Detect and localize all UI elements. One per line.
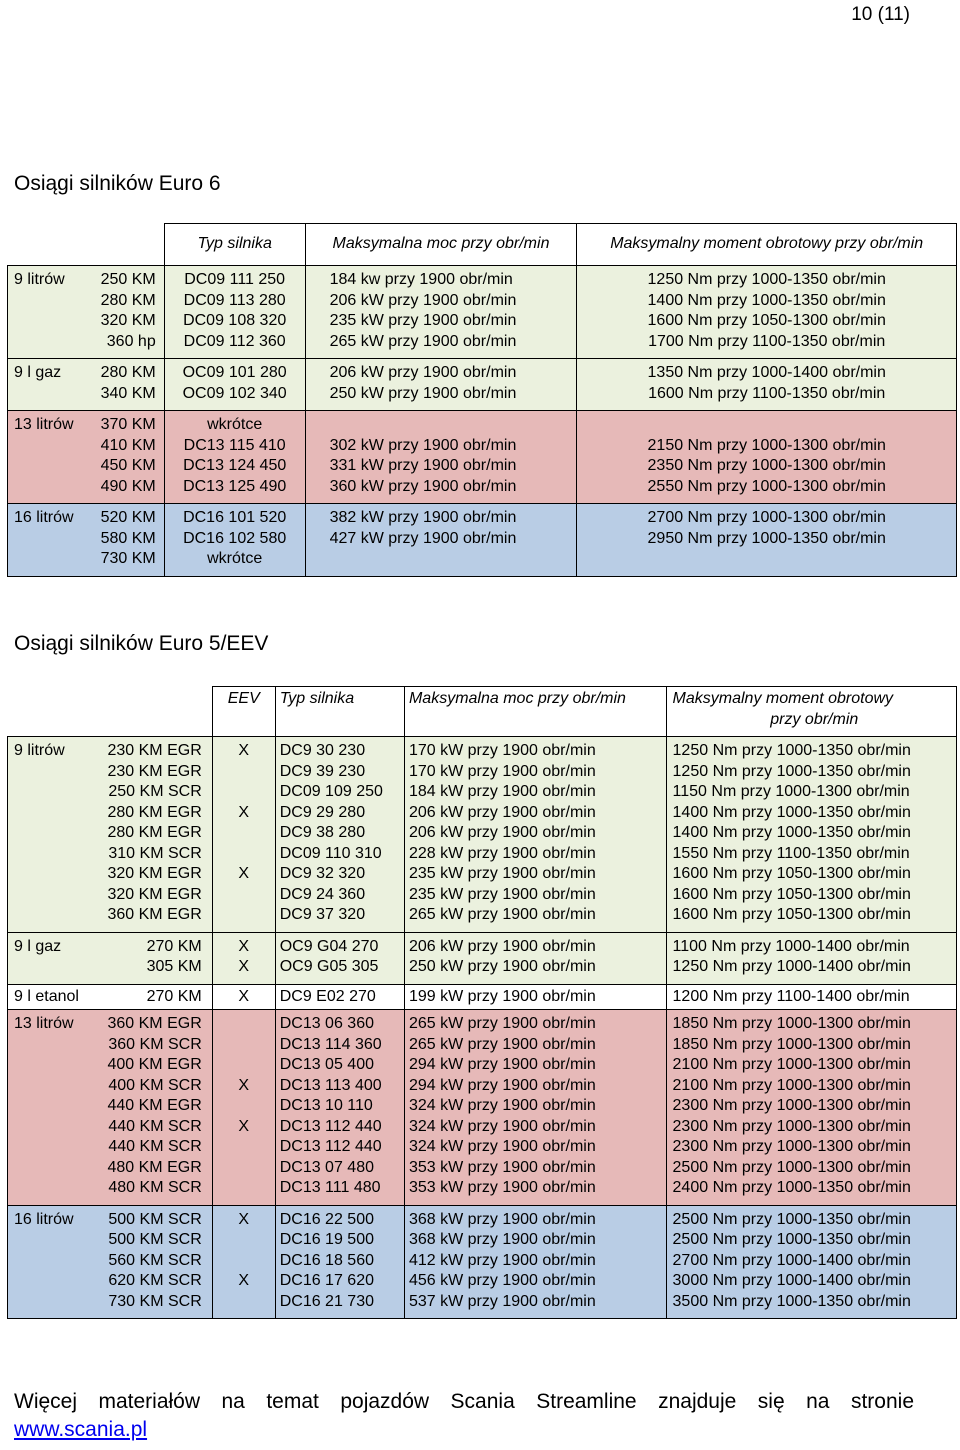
- max-power-cell-line: 184 kw przy 1900 obr/min: [329, 271, 513, 288]
- max-torque-cell-line: 2300 Nm przy 1000-1300 obr/min: [672, 1117, 911, 1135]
- max-torque-cell-line: 2300 Nm przy 1000-1300 obr/min: [672, 1138, 911, 1155]
- engine-group-label: 16 litrów: [14, 1210, 74, 1228]
- eev-cell-line: [213, 823, 275, 844]
- max-torque-cell-line: 2500 Nm przy 1000-1350 obr/min: [672, 1231, 911, 1248]
- max-power-cell-line: 360 kW przy 1900 obr/min: [329, 477, 517, 495]
- engine-type-cell-line: DC9 32 320: [279, 865, 366, 882]
- eev-cell-line: [213, 1178, 275, 1199]
- eev-cell-line: X: [238, 958, 250, 975]
- max-power-cell-line: 412 kW przy 1900 obr/min: [408, 1251, 596, 1269]
- eev-cell-line: [213, 1137, 275, 1158]
- max-torque-cell-line: 1600 Nm przy 1050-1300 obr/min: [672, 865, 911, 882]
- max-power-cell-line: 537 kW przy 1900 obr/min: [408, 1292, 596, 1310]
- max-torque-cell-line: 2550 Nm przy 1000-1300 obr/min: [647, 477, 886, 495]
- max-torque-cell-line: 2300 Nm przy 1000-1300 obr/min: [672, 1097, 911, 1114]
- horsepower-value: 230 KM EGR: [107, 762, 202, 780]
- max-torque-cell-line: 2400 Nm przy 1000-1350 obr/min: [672, 1179, 911, 1196]
- engine-type-cell: [164, 504, 305, 577]
- engine-group-label: 16 litrów: [14, 509, 74, 526]
- engine-group-cell: [8, 1010, 213, 1206]
- max-power-cell-line: 368 kW przy 1900 obr/min: [408, 1231, 596, 1248]
- engine-group-label: 9 litrów: [14, 271, 65, 288]
- eev-cell-line: [213, 1096, 275, 1117]
- max-torque-cell-line: 2500 Nm przy 1000-1300 obr/min: [672, 1158, 911, 1176]
- max-torque-cell-line: 1150 Nm przy 1000-1300 obr/min: [672, 783, 910, 800]
- max-power-cell-line: 324 kW przy 1900 obr/min: [408, 1097, 596, 1114]
- footer-text: Więcej materiałów na temat pojazdów Scania Streamline znajduje się na stronie: [14, 1390, 914, 1413]
- eev-cell-line: [213, 1158, 275, 1179]
- engine-type-cell-line: OC09 101 280: [182, 364, 287, 381]
- eev-cell-line: [213, 762, 275, 783]
- max-power-cell: [404, 1010, 666, 1206]
- horsepower-value: 230 KM EGR: [107, 742, 202, 759]
- engine-type-cell-line: DC13 112 440: [279, 1117, 382, 1135]
- max-torque-cell-line: 1550 Nm przy 1100-1350 obr/min: [672, 844, 910, 862]
- eev-cell-line: X: [238, 987, 250, 1005]
- horsepower-value: 360 KM EGR: [107, 1015, 202, 1032]
- engine-type-cell-line: DC13 115 410: [183, 436, 286, 454]
- max-power-cell-line: 206 kW przy 1900 obr/min: [408, 824, 596, 841]
- horsepower-value: 360 KM SCR: [108, 1035, 202, 1053]
- max-torque-cell-line: 1600 Nm przy 1050-1300 obr/min: [672, 885, 911, 903]
- engine-type-cell-line: DC09 112 360: [183, 332, 286, 350]
- horsepower-value: 450 KM: [100, 457, 156, 474]
- max-power-cell: [404, 1205, 666, 1319]
- empty-header-cell: [8, 687, 213, 737]
- max-torque-cell-line: 1700 Nm przy 1100-1350 obr/min: [648, 332, 886, 350]
- max-power-cell-line: 170 kW przy 1900 obr/min: [408, 762, 596, 780]
- eev-cell: [212, 737, 275, 933]
- horsepower-value: 250 KM SCR: [108, 783, 202, 800]
- max-torque-cell: [666, 737, 956, 933]
- max-torque-cell-line: 1100 Nm przy 1000-1400 obr/min: [672, 937, 910, 955]
- max-power-cell-line: 324 kW przy 1900 obr/min: [408, 1117, 596, 1135]
- max-torque-cell-line: 2700 Nm przy 1000-1300 obr/min: [647, 509, 886, 526]
- engine-type-cell-line: DC9 38 280: [279, 824, 366, 841]
- max-power-cell-line: 235 kW przy 1900 obr/min: [329, 312, 517, 329]
- engine-type-cell-line: DC13 114 360: [279, 1035, 382, 1053]
- max-power-cell-line: [330, 415, 577, 436]
- max-power-cell: [404, 984, 666, 1010]
- engine-type-cell-line: DC9 39 230: [279, 762, 366, 780]
- horsepower-value: 280 KM: [100, 364, 156, 381]
- footer-link[interactable]: www.scania.pl: [14, 1418, 148, 1441]
- engine-type-cell-line: DC13 07 480: [279, 1158, 374, 1176]
- table-row: [8, 266, 957, 359]
- engine-type-cell-line: DC13 125 490: [183, 477, 287, 495]
- horsepower-value: 440 KM SCR: [108, 1138, 202, 1155]
- engine-type-cell-line: DC16 101 520: [183, 509, 287, 526]
- header-engine-type: Typ silnika: [164, 224, 305, 266]
- horsepower-value: 400 KM SCR: [108, 1076, 202, 1094]
- horsepower-value: 480 KM SCR: [108, 1179, 202, 1196]
- horsepower-value: 520 KM: [100, 509, 156, 526]
- engine-group-cell: [8, 984, 213, 1010]
- max-power-cell-line: 206 kW przy 1900 obr/min: [408, 937, 596, 955]
- engine-group-cell: [8, 737, 213, 933]
- max-power-cell-line: 235 kW przy 1900 obr/min: [408, 885, 596, 903]
- max-torque-cell: [666, 984, 956, 1010]
- horsepower-value: 400 KM EGR: [107, 1056, 202, 1073]
- eev-cell-line: [213, 1014, 275, 1035]
- max-torque-cell: [666, 932, 956, 984]
- max-power-cell-line: 170 kW przy 1900 obr/min: [408, 742, 596, 759]
- max-power-cell-line: 265 kW przy 1900 obr/min: [329, 332, 517, 350]
- max-torque-cell-line: 2950 Nm przy 1000-1350 obr/min: [647, 529, 886, 547]
- engine-type-cell: [275, 932, 404, 984]
- horsepower-value: 360 hp: [106, 332, 156, 350]
- eev-cell-line: [213, 1251, 275, 1272]
- horsepower-value: 305 KM: [146, 958, 202, 975]
- max-torque-cell-line: 1850 Nm przy 1000-1300 obr/min: [672, 1015, 911, 1032]
- engine-type-cell-line: wkrótce: [207, 550, 263, 567]
- page-number: 10 (11): [851, 4, 910, 25]
- eev-cell-line: X: [238, 1272, 250, 1289]
- horsepower-value: 620 KM SCR: [108, 1272, 202, 1289]
- engine-type-cell-line: DC13 124 450: [183, 457, 287, 474]
- max-torque-cell-line: 1250 Nm przy 1000-1400 obr/min: [672, 958, 911, 975]
- max-torque-cell: [577, 504, 957, 577]
- engine-type-cell-line: DC13 06 360: [279, 1015, 374, 1032]
- table-row: [8, 359, 957, 411]
- max-torque-cell-line: 3500 Nm przy 1000-1350 obr/min: [672, 1292, 911, 1310]
- horsepower-value: 560 KM SCR: [108, 1251, 202, 1269]
- engine-type-cell-line: DC16 19 500: [279, 1231, 374, 1248]
- engine-type-cell-line: DC09 109 250: [279, 783, 383, 800]
- horsepower-value: 410 KM: [100, 436, 156, 454]
- horsepower-value: 320 KM EGR: [107, 885, 202, 903]
- eev-cell-line: X: [238, 1117, 250, 1135]
- engine-type-cell-line: DC09 113 280: [183, 291, 286, 309]
- max-power-cell-line: 206 kW przy 1900 obr/min: [329, 291, 517, 309]
- header-max-torque: [666, 687, 956, 737]
- engine-group-label: 13 litrów: [14, 416, 74, 433]
- header-max-torque: Maksymalny moment obrotowy przy obr/min: [577, 224, 957, 266]
- max-torque-cell-line: 2100 Nm przy 1000-1300 obr/min: [672, 1076, 911, 1094]
- section-title-euro6: Osiągi silników Euro 6: [14, 172, 221, 195]
- engine-group-label: 9 litrów: [14, 742, 65, 759]
- engine-type-cell-line: DC9 E02 270: [279, 987, 376, 1005]
- engine-type-cell-line: DC09 108 320: [183, 312, 287, 329]
- horsepower-value: 480 KM EGR: [107, 1158, 202, 1176]
- engine-type-cell: [164, 266, 305, 359]
- engine-group-label: 13 litrów: [14, 1015, 74, 1032]
- horsepower-value: 320 KM: [100, 312, 156, 329]
- eev-cell: [212, 1010, 275, 1206]
- engine-type-cell-line: DC9 29 280: [279, 803, 366, 821]
- engine-type-cell-line: DC13 113 400: [279, 1076, 382, 1094]
- engine-type-cell-line: DC16 17 620: [279, 1272, 374, 1289]
- engine-type-cell-line: DC13 05 400: [279, 1056, 374, 1073]
- engine-group-label: 9 l etanol: [14, 987, 79, 1005]
- engine-type-cell-line: OC9 G05 305: [279, 958, 379, 975]
- max-torque-cell-line: 1850 Nm przy 1000-1300 obr/min: [672, 1035, 911, 1053]
- engine-type-cell-line: DC09 111 250: [184, 271, 286, 288]
- eev-cell-line: X: [238, 1076, 250, 1094]
- horsepower-value: 360 KM EGR: [107, 906, 202, 923]
- max-power-cell-line: 382 kW przy 1900 obr/min: [329, 509, 517, 526]
- engine-type-cell-line: DC9 24 360: [279, 885, 366, 903]
- eev-cell-line: [213, 1055, 275, 1076]
- horsepower-value: 440 KM EGR: [107, 1097, 202, 1114]
- max-power-cell-line: 184 kW przy 1900 obr/min: [408, 783, 596, 800]
- eev-cell: [212, 984, 275, 1010]
- max-power-cell-line: 324 kW przy 1900 obr/min: [408, 1138, 596, 1155]
- max-power-cell-line: 294 kW przy 1900 obr/min: [408, 1076, 596, 1094]
- max-power-cell-line: 206 kW przy 1900 obr/min: [408, 803, 596, 821]
- engine-type-cell-line: DC13 111 480: [279, 1179, 381, 1196]
- max-torque-cell-line: 1600 Nm przy 1050-1300 obr/min: [647, 312, 886, 329]
- max-power-cell-line: 265 kW przy 1900 obr/min: [408, 906, 596, 923]
- engine-type-cell: [275, 1205, 404, 1319]
- horsepower-value: 250 KM: [100, 271, 156, 288]
- engine-type-cell-line: DC16 21 730: [279, 1292, 374, 1310]
- max-power-cell-line: 235 kW przy 1900 obr/min: [408, 865, 596, 882]
- engine-type-cell-line: DC16 102 580: [183, 529, 287, 547]
- max-power-cell-line: 206 kW przy 1900 obr/min: [329, 364, 517, 381]
- engine-type-cell-line: OC09 102 340: [182, 384, 287, 402]
- engine-group-cell: [8, 359, 165, 411]
- eev-cell: [212, 932, 275, 984]
- header-max-torque-line2: przy obr/min: [770, 710, 859, 728]
- max-power-cell: [404, 737, 666, 933]
- max-torque-cell: [666, 1205, 956, 1319]
- max-torque-cell-line: [577, 549, 956, 570]
- eev-cell-line: [213, 844, 275, 865]
- max-torque-cell-line: 2700 Nm przy 1000-1400 obr/min: [672, 1251, 911, 1269]
- engine-type-cell-line: DC9 30 230: [279, 742, 366, 759]
- eev-cell-line: X: [238, 803, 250, 821]
- horsepower-value: 730 KM SCR: [108, 1292, 202, 1310]
- max-power-cell-line: 353 kW przy 1900 obr/min: [408, 1179, 596, 1196]
- max-power-cell-line: 228 kW przy 1900 obr/min: [408, 844, 596, 862]
- engine-group-cell: [8, 504, 165, 577]
- eev-cell-line: X: [238, 865, 250, 882]
- table-row: [8, 1010, 957, 1206]
- max-power-cell-line: 427 kW przy 1900 obr/min: [329, 529, 517, 547]
- horsepower-value: 270 KM: [146, 987, 202, 1005]
- eev-cell-line: X: [238, 937, 250, 955]
- engine-group-cell: [8, 411, 165, 504]
- max-power-cell-line: 302 kW przy 1900 obr/min: [329, 436, 517, 454]
- eev-cell: [212, 1205, 275, 1319]
- max-power-cell-line: 331 kW przy 1900 obr/min: [329, 457, 517, 474]
- engine-type-cell-line: DC9 37 320: [279, 906, 366, 923]
- horsepower-value: 320 KM EGR: [107, 865, 202, 882]
- engine-group-cell: [8, 932, 213, 984]
- horsepower-value: 280 KM EGR: [107, 824, 202, 841]
- footer: [14, 1388, 914, 1444]
- horsepower-value: 280 KM EGR: [107, 803, 202, 821]
- horsepower-value: 730 KM: [100, 550, 156, 567]
- max-torque-cell-line: 2350 Nm przy 1000-1300 obr/min: [647, 457, 886, 474]
- eev-cell-line: X: [238, 742, 250, 759]
- table-row: [8, 984, 957, 1010]
- engine-type-cell-line: DC09 110 310: [279, 844, 382, 862]
- euro5-eev-table: [7, 686, 957, 1319]
- engine-type-cell-line: OC9 G04 270: [279, 937, 379, 955]
- max-torque-cell-line: 1600 Nm przy 1100-1350 obr/min: [648, 384, 886, 402]
- engine-type-cell: [164, 359, 305, 411]
- engine-type-cell-line: DC13 10 110: [279, 1097, 373, 1114]
- max-torque-cell-line: [577, 415, 956, 436]
- max-power-cell-line: 250 kW przy 1900 obr/min: [408, 958, 596, 975]
- engine-type-cell-line: DC16 22 500: [279, 1210, 374, 1228]
- max-torque-cell-line: 1250 Nm przy 1000-1350 obr/min: [672, 742, 911, 759]
- engine-group-cell: [8, 1205, 213, 1319]
- max-torque-cell-line: 1250 Nm przy 1000-1350 obr/min: [647, 271, 886, 288]
- eev-cell-line: [213, 1230, 275, 1251]
- table-row: [8, 737, 957, 933]
- horsepower-value: 500 KM SCR: [108, 1210, 202, 1228]
- max-torque-cell-line: 3000 Nm przy 1000-1400 obr/min: [672, 1272, 911, 1289]
- horsepower-value: 340 KM: [100, 384, 156, 402]
- max-torque-cell-line: 2100 Nm przy 1000-1300 obr/min: [672, 1056, 911, 1073]
- max-torque-cell-line: 1400 Nm przy 1000-1350 obr/min: [672, 824, 911, 841]
- max-torque-cell: [666, 1010, 956, 1206]
- eev-cell-line: [213, 885, 275, 906]
- max-torque-cell-line: 2150 Nm przy 1000-1300 obr/min: [647, 436, 886, 454]
- horsepower-value: 500 KM SCR: [108, 1231, 202, 1248]
- max-torque-cell-line: 1200 Nm przy 1100-1400 obr/min: [672, 987, 910, 1005]
- header-eev: EEV: [212, 687, 275, 737]
- max-power-cell-line: 265 kW przy 1900 obr/min: [408, 1015, 596, 1032]
- horsepower-value: 580 KM: [100, 529, 156, 547]
- table-row: [8, 504, 957, 577]
- header-max-power: Maksymalna moc przy obr/min: [404, 687, 666, 737]
- engine-group-label: 9 l gaz: [14, 364, 62, 381]
- max-power-cell-line: 199 kW przy 1900 obr/min: [408, 987, 596, 1005]
- max-torque-cell-line: 1400 Nm przy 1000-1350 obr/min: [672, 803, 911, 821]
- eev-cell-line: X: [238, 1210, 250, 1228]
- table-row: [8, 932, 957, 984]
- max-torque-cell-line: 1400 Nm przy 1000-1350 obr/min: [647, 291, 886, 309]
- eev-cell-line: [213, 905, 275, 926]
- engine-type-cell: [275, 1010, 404, 1206]
- max-torque-cell-line: 1250 Nm przy 1000-1350 obr/min: [672, 762, 911, 780]
- max-torque-cell: [577, 266, 957, 359]
- max-power-cell-line: 250 kW przy 1900 obr/min: [329, 384, 517, 402]
- eev-cell-line: [213, 1292, 275, 1313]
- engine-type-cell: [164, 411, 305, 504]
- max-torque-cell: [577, 359, 957, 411]
- horsepower-value: 280 KM: [100, 291, 156, 309]
- max-torque-cell-line: 1350 Nm przy 1000-1400 obr/min: [647, 364, 886, 381]
- euro6-table: [7, 223, 957, 577]
- horsepower-value: 370 KM: [100, 416, 156, 433]
- horsepower-value: 490 KM: [100, 477, 156, 495]
- max-power-cell-line: 368 kW przy 1900 obr/min: [408, 1210, 596, 1228]
- max-power-cell-line: 353 kW przy 1900 obr/min: [408, 1158, 596, 1176]
- horsepower-value: 440 KM SCR: [108, 1117, 202, 1135]
- engine-group-label: 9 l gaz: [14, 937, 62, 955]
- max-power-cell: [305, 504, 577, 577]
- max-torque-cell: [577, 411, 957, 504]
- eev-cell-line: [213, 1035, 275, 1056]
- max-power-cell: [305, 266, 577, 359]
- empty-header-cell: [8, 224, 165, 266]
- table-row: [8, 1205, 957, 1319]
- horsepower-value: 310 KM SCR: [108, 844, 202, 862]
- max-power-cell: [404, 932, 666, 984]
- engine-type-cell: [275, 737, 404, 933]
- max-power-cell: [305, 359, 577, 411]
- eev-cell-line: [213, 782, 275, 803]
- max-torque-cell-line: 1600 Nm przy 1050-1300 obr/min: [672, 906, 911, 923]
- horsepower-value: 270 KM: [146, 937, 202, 955]
- max-torque-cell-line: 2500 Nm przy 1000-1350 obr/min: [672, 1210, 911, 1228]
- section-title-euro5: Osiągi silników Euro 5/EEV: [14, 632, 269, 655]
- header-max-power: Maksymalna moc przy obr/min: [305, 224, 577, 266]
- engine-group-cell: [8, 266, 165, 359]
- max-power-cell-line: 294 kW przy 1900 obr/min: [408, 1056, 596, 1073]
- max-power-cell-line: [330, 549, 577, 570]
- table-row: [8, 411, 957, 504]
- max-power-cell: [305, 411, 577, 504]
- max-power-cell-line: 265 kW przy 1900 obr/min: [408, 1035, 596, 1053]
- engine-type-cell-line: DC13 112 440: [279, 1138, 382, 1155]
- engine-type-cell: [275, 984, 404, 1010]
- header-engine-type: Typ silnika: [275, 687, 404, 737]
- engine-type-cell-line: DC16 18 560: [279, 1251, 374, 1269]
- engine-type-cell-line: wkrótce: [207, 416, 263, 433]
- header-max-torque-line1: Maksymalny moment obrotowy: [672, 690, 894, 707]
- max-power-cell-line: 456 kW przy 1900 obr/min: [408, 1272, 596, 1289]
